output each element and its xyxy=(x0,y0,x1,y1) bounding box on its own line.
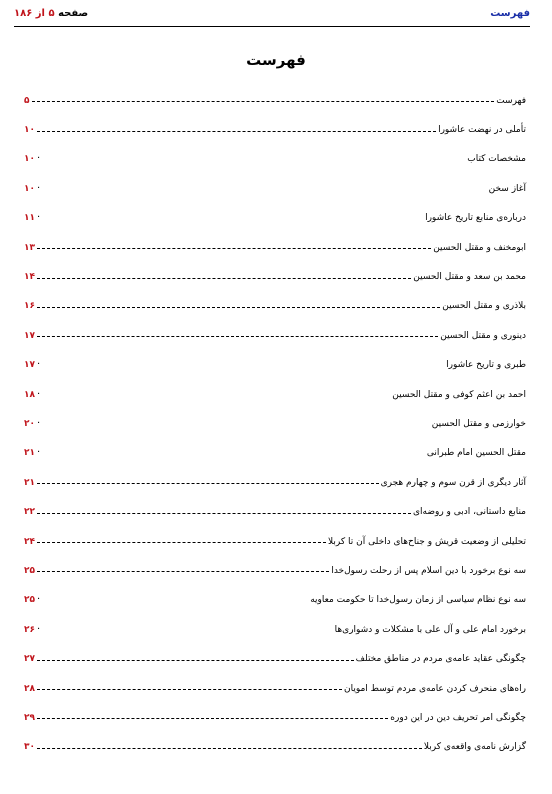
toc-leader-line xyxy=(37,307,440,308)
toc-leader-line xyxy=(37,748,422,749)
toc-entry[interactable] xyxy=(24,292,526,321)
toc-leader-line xyxy=(37,660,354,661)
toc-entry-page-number[interactable]: ۲۵ xyxy=(24,595,35,606)
toc-entry-page-number[interactable]: ۲۰ xyxy=(24,418,35,429)
toc-entry-page-number[interactable]: ۲۷ xyxy=(24,654,35,665)
header-title: فهرست xyxy=(490,8,530,19)
toc-entry-label[interactable]: سه نوع نظام سیاسی از زمان رسول‌خدا تا حکومت معاویه xyxy=(310,595,526,606)
toc-entry[interactable] xyxy=(24,527,526,556)
toc-entry[interactable] xyxy=(24,233,526,262)
toc-entry-label[interactable]: ابومخنف و مقتل الحسین xyxy=(433,242,526,253)
page-header xyxy=(14,8,530,27)
toc-entry-page-number[interactable]: ۲۹ xyxy=(24,712,35,723)
toc-entry-label[interactable]: چگونگی امر تحریف دین در این دوره xyxy=(390,712,526,723)
toc-entry-page-number[interactable]: ۲۱ xyxy=(24,477,35,488)
toc-entry[interactable] xyxy=(24,145,526,174)
toc-entry[interactable] xyxy=(24,115,526,144)
toc-entry[interactable] xyxy=(24,644,526,673)
toc-entry[interactable] xyxy=(24,174,526,203)
toc-entry-label[interactable]: آغاز سخن xyxy=(488,183,526,194)
toc-entry-label[interactable]: محمد بن سعد و مقتل الحسین xyxy=(413,272,526,283)
toc-entry-label[interactable]: راه‌های منحرف کردن عامه‌ی مردم توسط امویان xyxy=(343,683,526,694)
toc-entry-label[interactable]: مقتل الحسین امام طبرانی xyxy=(426,448,526,459)
toc-entry-label[interactable]: دینوری و مقتل الحسین xyxy=(440,330,526,341)
toc-entry[interactable] xyxy=(24,733,526,762)
toc-leader-line xyxy=(37,571,329,572)
toc-entry-label[interactable]: درباره‌ی منابع تاریخ عاشورا xyxy=(425,213,526,224)
toc-leader-line xyxy=(37,483,379,484)
toc-entry-label[interactable]: سه نوع برخورد با دین اسلام پس از رحلت رسول‌خدا xyxy=(331,565,526,576)
toc-entry-page-number[interactable]: ۲۸ xyxy=(24,683,35,694)
toc-entry[interactable] xyxy=(24,409,526,438)
toc-leader-line xyxy=(37,689,342,690)
toc-leader-line xyxy=(37,278,411,279)
toc-entry[interactable] xyxy=(24,262,526,291)
toc-entry-page-number[interactable]: ۲۱ xyxy=(24,448,35,459)
toc-entry-label[interactable]: طبری و تاریخ عاشورا xyxy=(446,360,526,371)
toc-leader-line xyxy=(37,248,431,249)
toc-entry-label[interactable]: مشخصات کتاب xyxy=(467,154,526,165)
toc-entry-label[interactable]: خوارزمی و مقتل الحسین xyxy=(431,418,526,429)
header-page-number: ۵ از ۱۸۶ xyxy=(14,8,55,19)
toc-entry-label[interactable]: تأملی در نهضت عاشورا xyxy=(438,125,526,136)
toc-entry[interactable] xyxy=(24,586,526,615)
toc-entry-page-number[interactable]: ۲۴ xyxy=(24,536,35,547)
toc-entry-label[interactable]: برخورد امام علی و آل علی با مشکلات و دشواری‌ها xyxy=(334,624,526,635)
toc-entry[interactable] xyxy=(24,380,526,409)
toc-entry-label[interactable]: بلاذری و مقتل الحسین xyxy=(442,301,526,312)
toc-entry-page-number[interactable]: ۲۶ xyxy=(24,624,35,635)
toc-entry-page-number[interactable]: ۱۸ xyxy=(24,389,35,400)
toc-leader-line xyxy=(37,336,438,337)
toc-entry-label[interactable]: آثار دیگری از قرن سوم و چهارم هجری xyxy=(380,477,526,488)
toc-entry[interactable] xyxy=(24,321,526,350)
toc-entry-page-number[interactable]: ۲۲ xyxy=(24,507,35,518)
toc-leader-line xyxy=(37,513,411,514)
toc-entry-label[interactable]: گزارش نامه‌ی واقعه‌ی کربلا xyxy=(423,742,526,753)
toc-entry-label[interactable]: احمد بن اعثم کوفی و مقتل الحسین xyxy=(392,389,526,400)
toc-entry-page-number[interactable]: ۱۷ xyxy=(24,360,35,371)
toc-entry-label[interactable]: فهرست xyxy=(496,95,526,106)
toc-entry[interactable] xyxy=(24,86,526,115)
toc-entry[interactable] xyxy=(24,615,526,644)
toc-entry-page-number[interactable]: ۳۰ xyxy=(24,742,35,753)
toc-leader-line xyxy=(37,542,326,543)
toc-entry-page-number[interactable]: ۱۶ xyxy=(24,301,35,312)
toc-entry-page-number[interactable]: ۲۵ xyxy=(24,565,35,576)
toc-entry-page-number[interactable]: ۱۷ xyxy=(24,330,35,341)
toc-entry[interactable] xyxy=(24,204,526,233)
toc-entry[interactable] xyxy=(24,351,526,380)
toc-entry-page-number[interactable]: ۵ xyxy=(24,95,30,106)
toc-entry[interactable] xyxy=(24,674,526,703)
toc-entry-page-number[interactable]: ۱۴ xyxy=(24,272,35,283)
toc-entry-page-number[interactable]: ۱۰ xyxy=(24,183,35,194)
toc-entry[interactable] xyxy=(24,468,526,497)
toc-entry[interactable] xyxy=(24,497,526,526)
toc-leader-line xyxy=(32,101,495,102)
toc-leader-line xyxy=(37,131,436,132)
header-page-prefix: صفحه xyxy=(58,8,89,19)
header-page-indicator xyxy=(14,8,88,19)
toc-leader-line xyxy=(37,718,388,719)
page-title: فهرست xyxy=(246,51,306,69)
toc-entry-label[interactable]: منابع داستانی، ادبی و روضه‌ای xyxy=(412,507,526,518)
toc-entry-label[interactable]: چگونگی عقاید عامه‌ی مردم در مناطق مختلف xyxy=(355,654,526,665)
toc-entry-page-number[interactable]: ۱۰ xyxy=(24,125,35,136)
toc-entry[interactable] xyxy=(24,556,526,585)
toc-entry[interactable] xyxy=(24,703,526,732)
toc-entry-page-number[interactable]: ۱۱ xyxy=(24,213,35,224)
toc-entry-label[interactable]: تحلیلی از وضعیت قریش و جناح‌های داخلی آن تا کربلا xyxy=(328,536,526,547)
toc-entry[interactable] xyxy=(24,439,526,468)
toc-entry-page-number[interactable]: ۱۰ xyxy=(24,154,35,165)
table-of-contents xyxy=(24,86,526,762)
toc-entry-page-number[interactable]: ۱۳ xyxy=(24,242,35,253)
